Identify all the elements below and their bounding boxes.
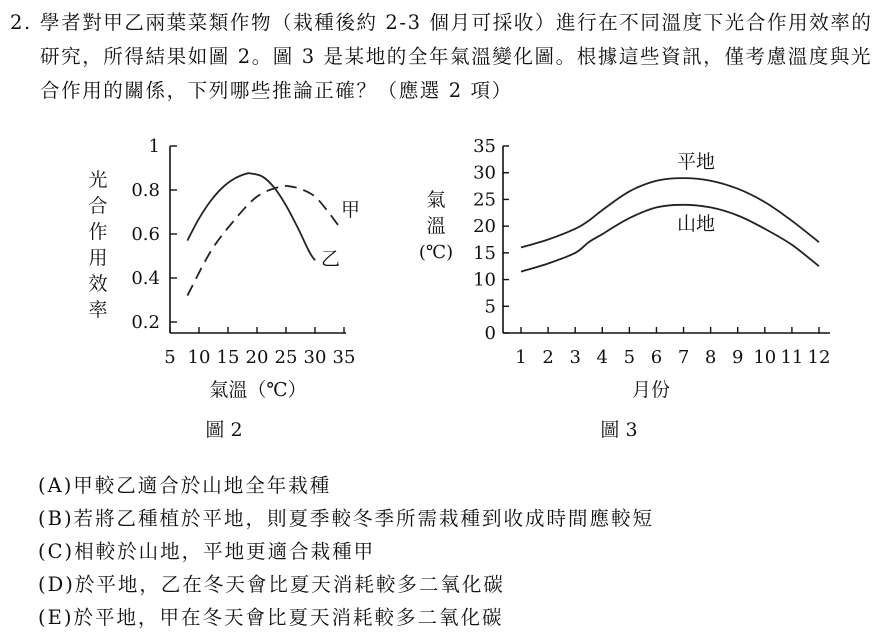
chart3-y-tick-label: 25 [473,189,496,211]
series-山地-label: 山地 [676,213,716,235]
option-a: (A)甲較乙適合於山地全年栽種 [38,474,332,497]
chart2-ylabel-char: 用 [88,247,108,269]
chart2-xlabel: 氣溫（℃） [209,379,307,401]
chart3-caption: 圖 3 [600,419,638,441]
question-number: 2. [10,11,32,34]
chart2-y-tick-label: 0.4 [131,268,160,289]
chart2-x-tick-label: 30 [303,347,327,368]
series-乙-label: 乙 [321,248,341,270]
chart3-y-tick-label: 15 [473,242,496,264]
chart2-ylabel-char: 合 [88,195,108,217]
series-乙-line [187,173,315,260]
chart3-x-tick-label: 5 [623,347,636,368]
chart2-y-tick-label: 1 [148,136,160,157]
series-山地-line [521,205,819,272]
chart3-y-tick-label: 30 [473,162,496,184]
chart2-x-tick-label: 10 [187,347,211,368]
chart3-x-tick-label: 2 [542,347,554,368]
chart3-xlabel: 月份 [631,379,671,401]
chart3-x-tick-label: 7 [677,347,690,368]
chart3-y-tick-label: 5 [484,296,496,318]
chart3-y-tick-label: 20 [473,216,496,238]
chart2-ylabel-char: 光 [88,169,108,191]
chart-3 [419,136,831,441]
chart3-x-tick-label: 1 [515,347,527,368]
chart3-x-tick-label: 8 [704,347,717,368]
chart2-x-tick-label: 35 [332,347,356,368]
chart3-x-tick-label: 3 [569,347,581,368]
chart3-x-tick-label: 4 [596,347,608,368]
chart2-ylabel-char: 效 [88,273,108,295]
chart3-y-tick-label: 10 [473,269,496,291]
option-d: (D)於平地，乙在冬天會比夏天消耗較多二氧化碳 [38,573,505,596]
chart3-y-tick-label: 35 [473,136,496,157]
chart3-x-tick-label: 12 [807,347,831,368]
option-b: (B)若將乙種植於平地，則夏季較冬季所需栽種到收成時間應較短 [38,507,655,530]
chart2-x-tick-label: 15 [216,347,240,368]
question-text: 學者對甲乙兩葉菜類作物（栽種後約 2-3 個月可採收）進行在不同溫度下光合作用效率的研究，所得結果如圖 2。圖 3 是某地的全年氣溫變化圖。根據這些資訊，僅考慮溫度與光合作用的關係，下列哪些推論正確？（應選 2 項） [40,11,873,102]
chart2-y-tick-label: 0.8 [131,180,160,201]
chart2-ylabel-char: 率 [88,299,108,321]
chart3-x-tick-label: 9 [732,347,744,368]
chart3-ylabel-unit: (℃) [418,242,454,263]
chart2-x-tick-label: 5 [164,347,176,368]
chart2-caption: 圖 2 [205,419,243,441]
option-e: (E)於平地，甲在冬天會比夏天消耗較多二氧化碳 [38,606,504,629]
chart2-y-tick-label: 0.6 [131,224,160,245]
chart2-x-tick-label: 25 [274,347,298,368]
chart3-x-tick-label: 10 [753,347,777,368]
chart3-ylabel-char: 溫 [426,215,446,237]
chart3-y-tick-label: 0 [484,323,496,344]
series-平地-label: 平地 [676,151,716,173]
chart2-y-tick-label: 0.2 [131,312,160,333]
chart3-ylabel-char: 氣 [426,189,446,211]
series-平地-line [521,178,819,247]
series-甲-label: 甲 [341,199,361,221]
option-c: (C)相較於山地，平地更適合栽種甲 [38,540,376,563]
chart3-x-tick-label: 6 [650,347,663,368]
chart2-ylabel-char: 作 [88,221,108,243]
chart2-x-tick-label: 20 [245,347,269,368]
chart-2 [88,136,360,441]
chart3-x-tick-label: 11 [780,347,804,368]
